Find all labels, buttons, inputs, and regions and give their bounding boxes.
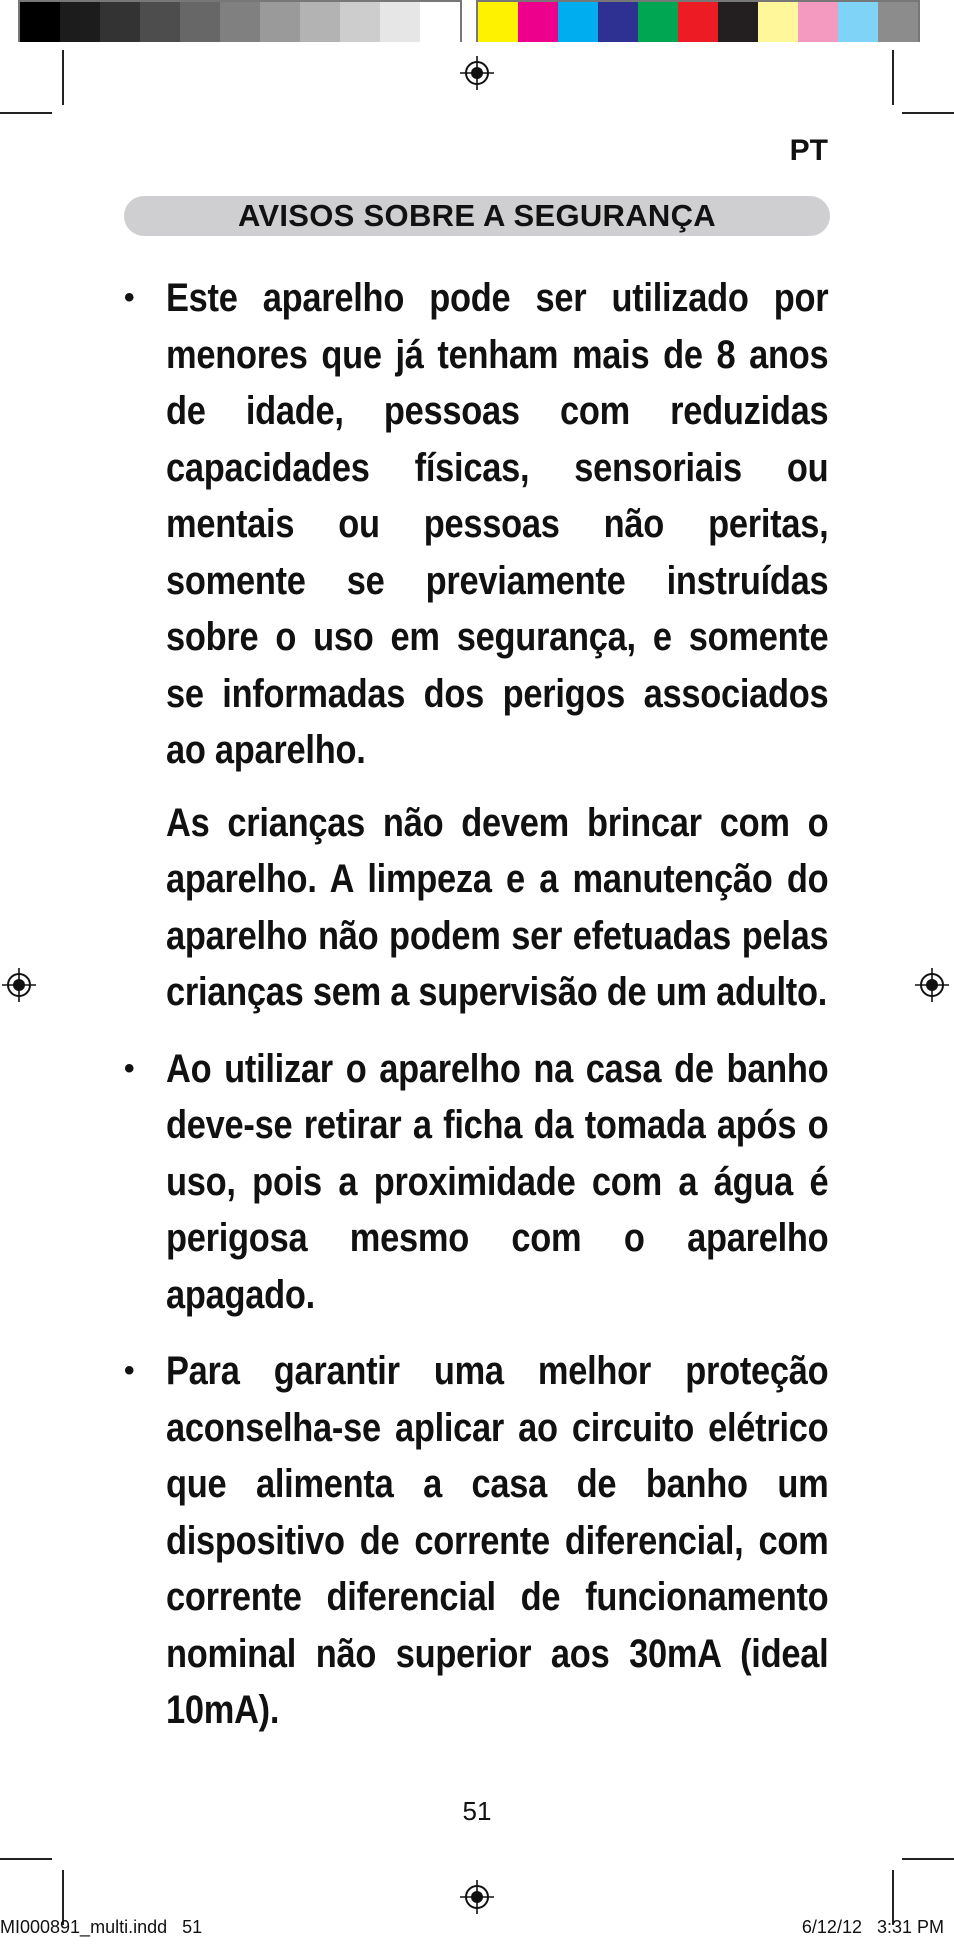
print-timestamp: 6/12/12 3:31 PM xyxy=(801,1917,944,1937)
color-swatch xyxy=(878,2,918,42)
process-color-swatches xyxy=(476,0,920,42)
list-item xyxy=(124,1041,830,1324)
crop-mark xyxy=(0,1858,52,1860)
crop-mark xyxy=(892,50,894,105)
color-calibration-bar xyxy=(18,0,920,42)
crop-mark xyxy=(0,112,52,114)
language-label: PT xyxy=(789,134,828,167)
paragraph: Para garantir uma melhor proteção aconselha-se aplicar ao circuito elétrico que alimenta a casa de banho um dispositivo de corrente diferencial, com corrente diferencial de funcionamento nominal não superior aos 30mA (ideal 10mA). xyxy=(166,1349,829,1732)
color-swatch xyxy=(260,2,300,42)
registration-mark-icon xyxy=(2,968,36,1002)
color-swatch xyxy=(838,2,878,42)
color-swatch xyxy=(380,2,420,42)
color-swatch xyxy=(678,2,718,42)
color-swatch xyxy=(180,2,220,42)
color-swatch xyxy=(558,2,598,42)
color-swatch xyxy=(798,2,838,42)
color-swatch xyxy=(478,2,518,42)
crop-mark xyxy=(62,50,64,105)
color-swatch xyxy=(598,2,638,42)
file-info: MI000891_multi.indd 51 xyxy=(0,1917,203,1937)
bullet-icon: • xyxy=(124,281,135,314)
page-number: 51 xyxy=(462,1796,492,1826)
color-swatch xyxy=(420,2,460,42)
color-swatch xyxy=(638,2,678,42)
color-swatch xyxy=(758,2,798,42)
color-swatch xyxy=(60,2,100,42)
registration-mark-icon xyxy=(460,1880,494,1914)
color-swatch xyxy=(140,2,180,42)
crop-mark xyxy=(902,112,954,114)
bullet-icon: • xyxy=(124,1051,135,1085)
color-swatch xyxy=(718,2,758,42)
paragraph: Ao utilizar o aparelho na casa de banho deve-se retirar a ficha da tomada após o uso, pois a proximidade com a água é perigosa mesmo com o aparelho apagado. xyxy=(166,1046,829,1317)
paragraph: Este aparelho pode ser utilizado por menores que já tenham mais de 8 anos de idade, pessoas com reduzidas capacidades físicas, sensoriais ou mentais ou pessoas não peritas, somente se previamente instruídas sobre o uso em segurança, e somente se informadas dos perigos associados ao aparelho. xyxy=(166,276,829,772)
list-item xyxy=(124,270,830,1021)
registration-mark-icon xyxy=(460,56,494,90)
safety-warnings-list xyxy=(124,270,830,1759)
paragraph: As crianças não devem brincar com o aparelho. A limpeza e a manutenção do aparelho não podem ser efetuadas pelas crianças sem a supervisão de um adulto. xyxy=(166,800,829,1014)
color-swatch xyxy=(20,2,60,42)
section-title: AVISOS SOBRE A SEGURANÇA xyxy=(238,198,716,233)
gray-ramp-swatches xyxy=(18,0,462,42)
section-heading xyxy=(124,196,830,236)
crop-mark xyxy=(902,1858,954,1860)
color-swatch xyxy=(220,2,260,42)
color-swatch xyxy=(340,2,380,42)
list-item xyxy=(124,1343,830,1739)
color-swatch xyxy=(518,2,558,42)
bullet-icon: • xyxy=(124,1354,135,1387)
color-swatch xyxy=(100,2,140,42)
registration-mark-icon xyxy=(915,968,949,1002)
color-swatch xyxy=(300,2,340,42)
